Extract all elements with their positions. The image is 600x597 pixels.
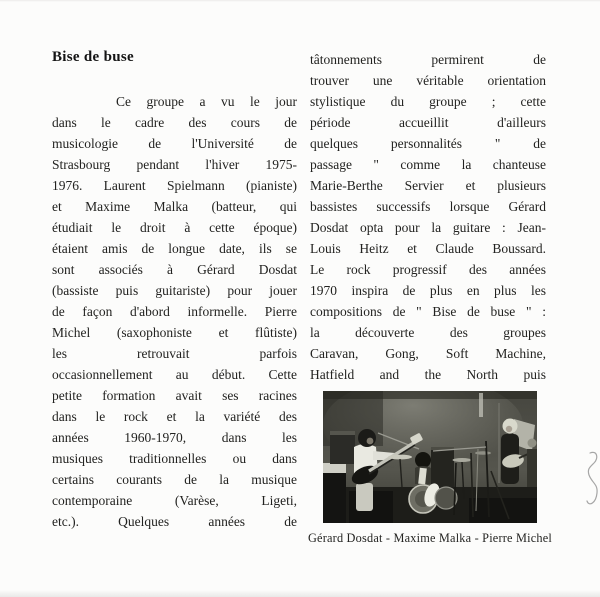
page-title: Bise de buse [52, 49, 134, 65]
text-line: etc.). Quelques années de [52, 514, 297, 529]
text-line: les retrouvait parfois [52, 346, 297, 361]
text-line: la découverte des groupes [310, 325, 546, 340]
bassist-legs [356, 483, 373, 511]
text-line: de façon d'abord informelle. Pierre [52, 304, 297, 319]
text-line: Marie-Berthe Servier et plusieurs [310, 178, 546, 193]
text-line: tâtonnements permirent de [310, 52, 546, 67]
text-line: Michel (saxophoniste et flûtiste) [52, 325, 297, 340]
dark-top [323, 391, 537, 399]
text-line: 1976. Laurent Spielmann (pianiste) [52, 178, 297, 193]
text-line: Dosdat opta pour la guitare : Jean- [310, 220, 546, 235]
text-line: quelques personnalités " de [310, 136, 546, 151]
keyboard-shelf [323, 463, 346, 473]
text-line: certains courants de la musique [52, 472, 297, 487]
side-figure-head [528, 439, 537, 448]
scan-pen-mark-artifact [584, 450, 600, 514]
guitarist-face [506, 426, 512, 432]
text-line: Ce groupe a vu le jour [116, 94, 297, 109]
text-line: occasionnellement au début. Cette [52, 367, 297, 382]
amp-stack [330, 431, 355, 464]
text-line: 1970 inspira de plus en plus les [310, 283, 546, 298]
text-line: bassistes successifs lorsque Gérard [310, 199, 546, 214]
text-line: Hatfield and the North puis [310, 367, 546, 382]
amp-top-edge [330, 431, 355, 435]
center-amp [431, 447, 454, 487]
shelf-shadow [323, 473, 346, 523]
text-line: et Maxime Malka (batteur, qui [52, 199, 297, 214]
photo-caption: Gérard Dosdat - Maxime Malka - Pierre Michel [307, 531, 553, 545]
text-line: Le rock progressif des années [310, 262, 546, 277]
text-line: Louis Heitz et Claude Boussard. [310, 241, 546, 256]
text-line: période accueillit d'ailleurs [310, 115, 546, 130]
light-streak [479, 393, 483, 417]
cymbal-left [388, 455, 412, 460]
right-text-column [310, 49, 546, 385]
text-line: Strasbourg pendant l'hiver 1975- [52, 157, 297, 172]
text-line: dans le rock et la variété des [52, 409, 297, 424]
text-line: stylistique du groupe ; cette [310, 94, 546, 109]
text-line: étudiait le droit à cette époque) [52, 220, 297, 235]
text-line: dans le cadre des cours de [52, 115, 297, 130]
text-line: petite formation avait ses racines [52, 388, 297, 403]
text-line: sont associés à Gérard Dosdat [52, 262, 297, 277]
text-line: Caravan, Gong, Soft Machine, [310, 346, 546, 361]
text-line: contemporaine (Varèse, Ligeti, [52, 493, 297, 508]
text-line: (bassiste puis guitariste) pour jouer [52, 283, 297, 298]
drummer-hair [415, 452, 431, 468]
scan-bottom-edge [0, 590, 600, 597]
text-line: passage " comme la chanteuse [310, 157, 546, 172]
bassist-face [367, 438, 374, 445]
text-line: années 1960-1970, dans les [52, 430, 297, 445]
text-line: trouver une véritable orientation [310, 73, 546, 88]
text-line: compositions de " Bise de buse " : [310, 304, 546, 319]
left-text-column [52, 91, 297, 532]
text-line: musicologie de l'Université de [52, 136, 297, 151]
text-line: étaient amis de longue date, ils se [52, 241, 297, 256]
band-photo [323, 391, 537, 523]
text-line: musiques traditionnelles ou dans [52, 451, 297, 466]
scan-top-edge [0, 0, 600, 2]
cymbal-right [453, 458, 472, 462]
side-figure-body [527, 449, 537, 487]
bassist-hair [358, 429, 376, 447]
band-photo-illustration [323, 391, 537, 523]
